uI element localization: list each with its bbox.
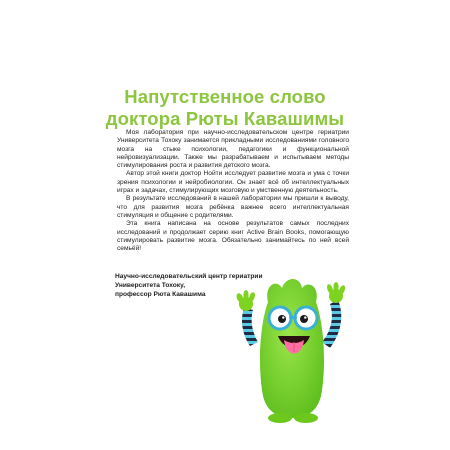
paragraph-4: Эта книга написана на основе результатов самых последних исследований и продолжает серию книг Active Brain Books, помогающую стимулировать развитие мозга. Обязательно занимайтесь по ней всей семьёй! [117, 220, 349, 253]
signature-line-2: Университета Тохоку, [115, 281, 186, 289]
title-line-1: Напутственное слово [124, 86, 326, 107]
signature-line-3: профессор Рюта Кавашима [115, 290, 206, 298]
body-text [117, 129, 349, 253]
page-title [0, 86, 450, 130]
paragraph-2: Автор этой книги доктор Нойти исследует развитие мозга и ума с точки зрения психологии и нейробиологии. Он знает всё об интеллектуальных играх и задачах, стимулирующих мозговую и умственную деятельность. [117, 170, 349, 195]
mascot-left-foot [268, 413, 292, 423]
paragraph-1: Моя лаборатория при научно-исследовательском центре гериатрии Университета Тохоку занимается прикладными исследованиями головного мозга на стыке психологии, педагогики и функциональной нейровизуализации. Также мы разрабатываем и испытываем методы стимулирования роста и развития детского мозга. [117, 129, 349, 170]
green-monster-mascot-icon [226, 272, 356, 424]
mascot-right-foot [294, 413, 318, 423]
mascot-right-arm [322, 282, 346, 348]
paragraph-3: В результате исследований в нашей лаборатории мы пришли к выводу, что для развития мозга ребёнка важнее всего интеллектуальная стимуляция и общение с родителями. [117, 195, 349, 219]
mascot-left-arm [235, 290, 258, 346]
title-line-2: доктора Рюты Кавашимы [105, 108, 345, 129]
signature-line-1: Научно-исследовательский центр гериатрии [115, 273, 263, 280]
